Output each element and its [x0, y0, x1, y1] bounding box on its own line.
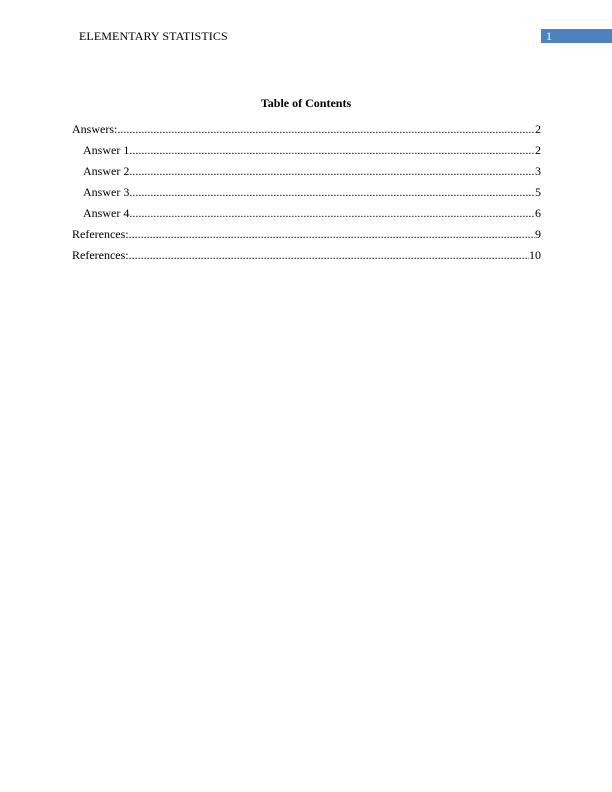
toc-entry-label: Answers:: [72, 122, 118, 136]
toc-dot-leader: [129, 143, 535, 158]
toc-entry-page: 2: [535, 122, 541, 136]
toc-entry-answer-3[interactable]: [72, 185, 541, 206]
page-number-badge: [541, 29, 612, 43]
toc-entry-page: 10: [529, 248, 541, 262]
toc-entry-label: Answer 2: [83, 164, 130, 178]
toc-entry-references[interactable]: [72, 227, 541, 248]
toc-dot-leader: [129, 185, 535, 200]
toc-dot-leader: [129, 248, 529, 263]
toc-dot-leader: [129, 206, 535, 221]
toc-dot-leader: [129, 164, 535, 179]
toc-entry-label: Answer 1: [83, 143, 130, 157]
toc-entry-label: Answer 4: [83, 206, 130, 220]
table-of-contents: [72, 122, 541, 269]
toc-entry-label: References:: [72, 227, 129, 241]
toc-heading: Table of Contents: [260, 96, 352, 110]
toc-entry-answer-2[interactable]: [72, 164, 541, 185]
running-header-title: ELEMENTARY STATISTICS: [79, 29, 228, 43]
toc-entry-label: Answer 3: [83, 185, 130, 199]
toc-entry-answers[interactable]: [72, 122, 541, 143]
toc-entry-page: 3: [535, 164, 541, 178]
toc-dot-leader: [117, 122, 535, 137]
toc-entry-label: References:: [72, 248, 129, 262]
toc-entry-page: 6: [535, 206, 541, 220]
toc-entry-answer-4[interactable]: [72, 206, 541, 227]
toc-entry-references-2[interactable]: [72, 248, 541, 269]
toc-entry-answer-1[interactable]: [72, 143, 541, 164]
toc-dot-leader: [129, 227, 535, 242]
toc-entry-page: 5: [535, 185, 541, 199]
toc-entry-page: 9: [535, 227, 541, 241]
toc-entry-page: 2: [535, 143, 541, 157]
page-number: 1: [546, 29, 552, 43]
